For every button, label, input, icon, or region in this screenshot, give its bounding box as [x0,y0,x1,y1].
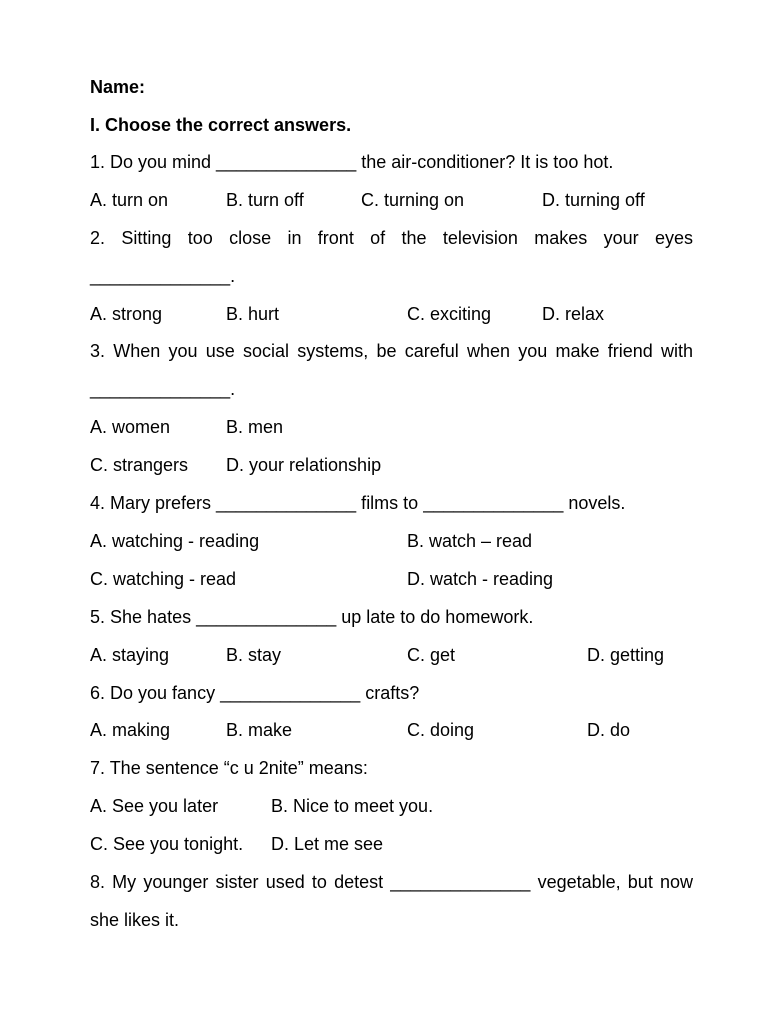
option-b[interactable]: B. turn off [226,190,304,210]
question-1-text: 1. Do you mind ______________ the air-conditioner? It is too hot. [90,152,614,172]
option-b[interactable]: B. stay [226,645,282,665]
question-3-blank: ______________. [90,379,236,399]
option-b[interactable]: B. watch – read [407,531,533,551]
question-7-options-row-2 [90,833,730,855]
question-4-options-row-2 [90,568,730,590]
option-d[interactable]: D. do [587,720,631,740]
question-7-options-row-1 [90,795,730,817]
question-3-options-row-1 [90,416,730,438]
question-6-options [90,719,730,741]
option-d[interactable]: D. getting [587,645,665,665]
question-2-options [90,303,730,325]
option-d[interactable]: D. your relationship [226,455,382,475]
question-5-text: 5. She hates ______________ up late to do homework. [90,607,534,627]
option-c[interactable]: C. doing [407,720,475,740]
option-a[interactable]: A. women [90,417,171,437]
question-4-text: 4. Mary prefers ______________ films to ______________ novels. [90,493,626,513]
question-7-text: 7. The sentence “c u 2nite” means: [90,758,368,778]
option-c[interactable]: C. See you tonight. [90,834,244,854]
question-8-text-cont: she likes it. [90,910,180,930]
question-6-text: 6. Do you fancy ______________ crafts? [90,683,420,703]
question-8-text: 8. My younger sister used to detest ______________ vegetable, but now [90,872,693,892]
option-c[interactable]: C. turning on [361,190,465,210]
question-3-options-row-2 [90,454,730,476]
option-d[interactable]: D. relax [542,304,605,324]
question-1-options [90,189,730,211]
question-2-blank: ______________. [90,266,236,286]
option-c[interactable]: C. strangers [90,455,189,475]
option-d[interactable]: D. watch - reading [407,569,554,589]
option-b[interactable]: B. make [226,720,293,740]
option-c[interactable]: C. get [407,645,456,665]
option-b[interactable]: B. Nice to meet you. [271,796,434,816]
question-4-options-row-1 [90,530,730,552]
option-b[interactable]: B. men [226,417,284,437]
option-a[interactable]: A. staying [90,645,170,665]
option-a[interactable]: A. watching - reading [90,531,260,551]
name-label: Name: [90,77,146,97]
option-b[interactable]: B. hurt [226,304,280,324]
option-c[interactable]: C. exciting [407,304,492,324]
option-d[interactable]: D. Let me see [271,834,384,854]
question-2-text: 2. Sitting too close in front of the television makes your eyes [90,228,693,248]
option-d[interactable]: D. turning off [542,190,645,210]
option-a[interactable]: A. making [90,720,171,740]
option-a[interactable]: A. turn on [90,190,169,210]
section-title: I. Choose the correct answers. [90,115,352,135]
question-3-text: 3. When you use social systems, be careful when you make friend with [90,341,693,361]
question-5-options [90,644,730,666]
option-a[interactable]: A. See you later [90,796,219,816]
option-c[interactable]: C. watching - read [90,569,237,589]
option-a[interactable]: A. strong [90,304,163,324]
